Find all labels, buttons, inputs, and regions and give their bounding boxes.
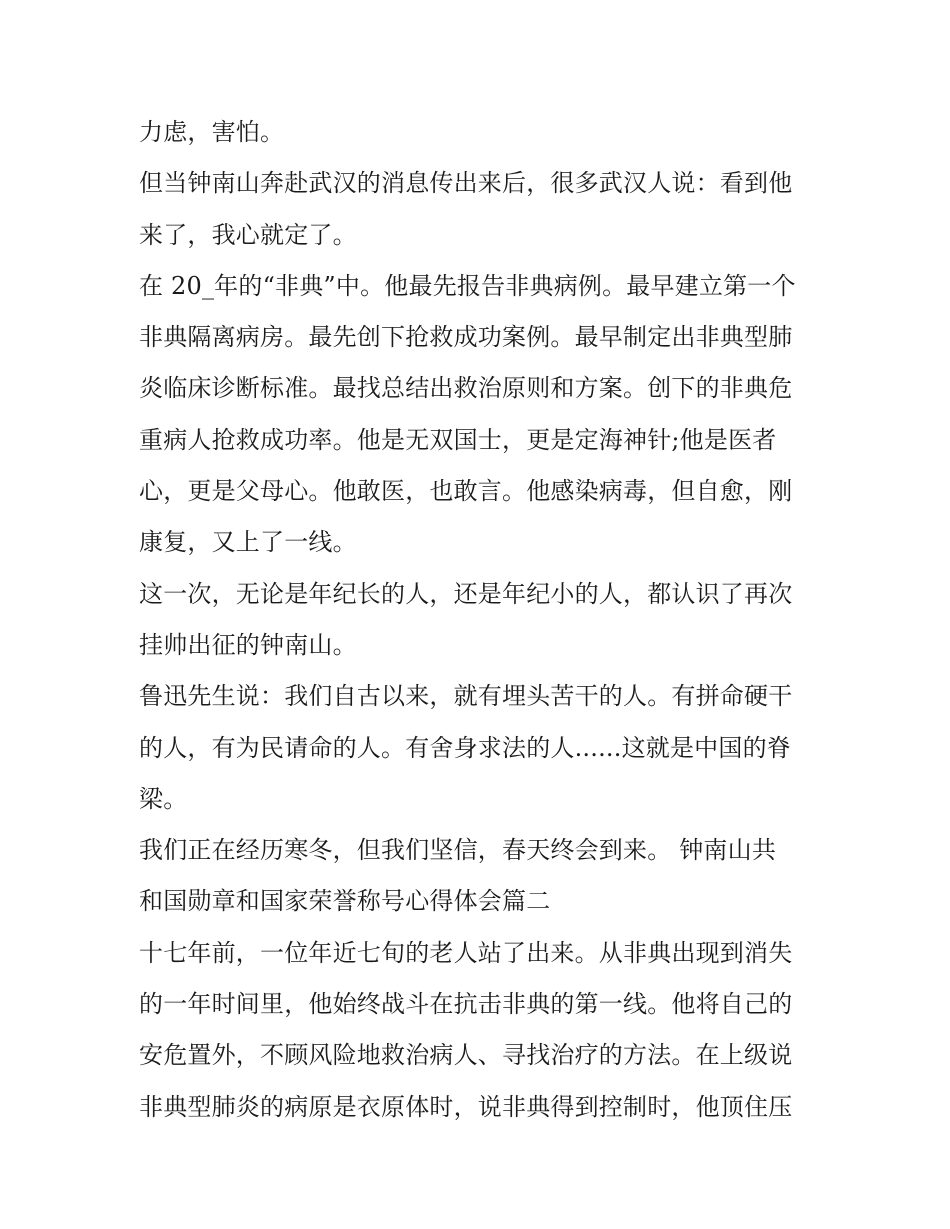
text-line: 我们正在经历寒冬，但我们坚信，春天终会到来。 钟南山共 — [139, 836, 777, 865]
text-line: 十七年前，一位年近七旬的老人站了出来。从非典出现到消失 — [139, 938, 793, 967]
text-line: 康复，又上了一线。 — [139, 528, 357, 557]
text-line: 力虑，害怕。 — [139, 118, 285, 146]
text-line: 来了，我心就定了。 — [139, 220, 357, 249]
text-line: 挂帅出征的钟南山。 — [139, 630, 357, 659]
text-line: 梁。 — [139, 784, 188, 813]
text-line: 非典型肺炎的病原是衣原体时，说非典得到控制时，他顶住压 — [139, 1092, 793, 1121]
text-line: 鲁迅先生说：我们自古以来，就有埋头苦干的人。有拼命硬干 — [139, 682, 793, 711]
text-line: 重病人抢救成功率。他是无双国士，更是定海神针;他是医者 — [139, 425, 777, 454]
text-line: 心，更是父母心。他敢医，也敢言。他感染病毒，但自愈，刚 — [139, 477, 793, 506]
text-line: 的一年时间里，他始终战斗在抗击非典的第一线。他将自己的 — [139, 990, 793, 1019]
document-body — [139, 107, 819, 1133]
text-line: 安危置外，不顾风险地救治病人、寻找治疗的方法。在上级说 — [139, 1041, 793, 1070]
text-line: 和国勋章和国家荣誉称号心得体会篇二 — [139, 887, 551, 916]
text-line: 这一次，无论是年纪长的人，还是年纪小的人，都认识了再次 — [139, 579, 793, 608]
text-line: 在 20_年的“非典”中。他最先报告非典病例。最早建立第一个 — [139, 271, 796, 300]
text-line: 非典隔离病房。最先创下抢救成功案例。最早制定出非典型肺 — [139, 323, 793, 352]
text-line: 的人，有为民请命的人。有舍身求法的人......这就是中国的脊 — [139, 733, 791, 762]
text-line: 炎临床诊断标准。最找总结出救治原则和方案。创下的非典危 — [139, 374, 793, 403]
text-line: 但当钟南山奔赴武汉的消息传出来后，很多武汉人说：看到他 — [139, 169, 793, 198]
